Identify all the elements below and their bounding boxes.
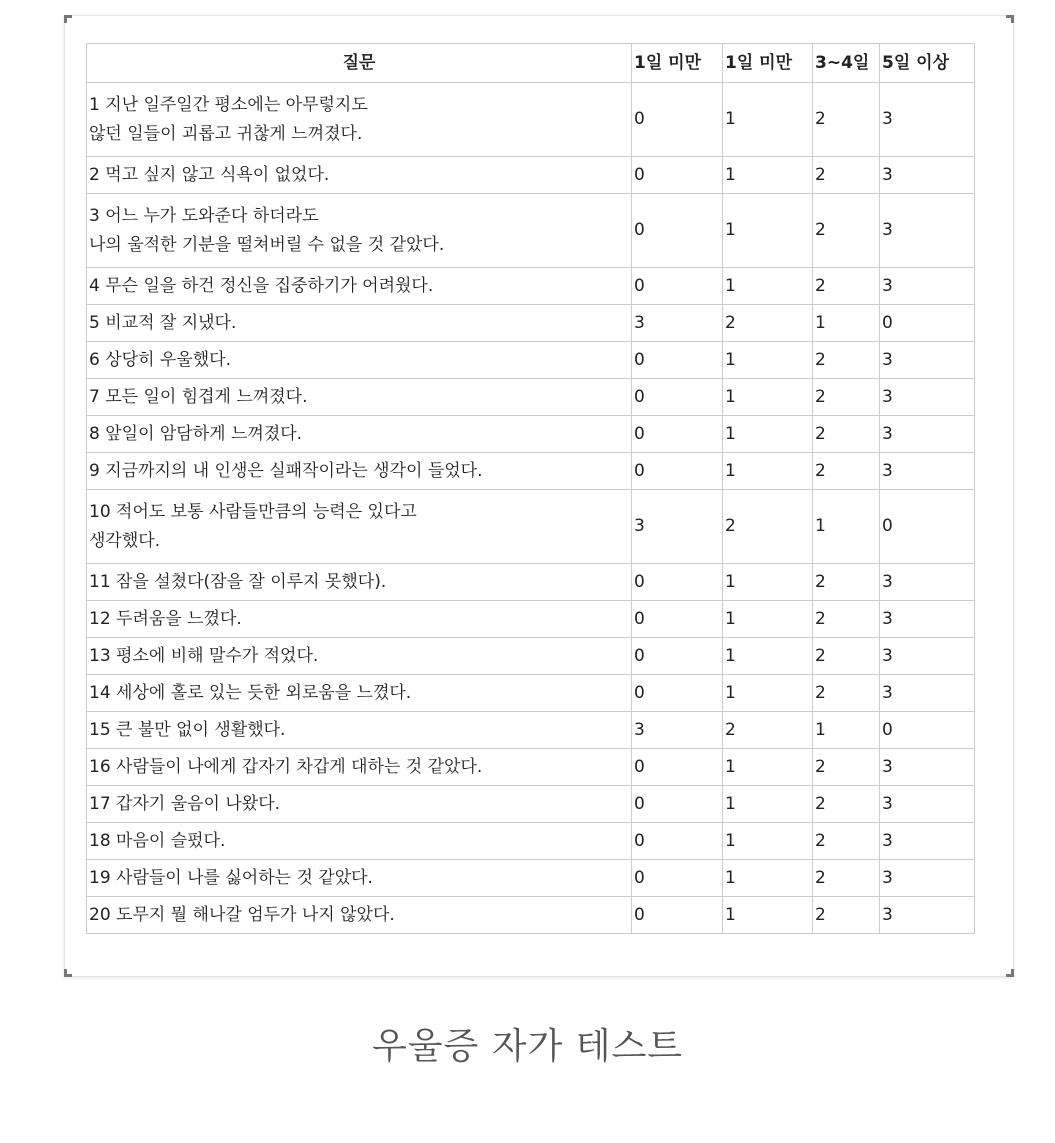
header-under-1-day: 1일 미만 (632, 44, 723, 83)
question-cell (87, 305, 632, 342)
score-cell: 3 (632, 712, 723, 749)
table-header-row (87, 44, 975, 83)
question-text: 5 비교적 잘 지냈다. (89, 312, 237, 333)
question-text: 19 사람들이 나를 싫어하는 것 같았다. (89, 867, 373, 888)
question-text: 10 적어도 보통 사람들만큼의 능력은 있다고 (89, 501, 417, 522)
table-row (87, 157, 975, 194)
score-cell: 2 (813, 638, 880, 675)
question-cell (87, 453, 632, 490)
question-text: 16 사람들이 나에게 갑자기 차갑게 대하는 것 같았다. (89, 756, 483, 777)
score-cell: 3 (880, 897, 975, 934)
header-under-1-day-second: 1일 미만 (723, 44, 813, 83)
score-cell: 0 (880, 712, 975, 749)
question-cell (87, 860, 632, 897)
score-cell: 3 (880, 342, 975, 379)
question-text: 12 두려움을 느꼈다. (89, 608, 242, 629)
question-cell (87, 564, 632, 601)
score-cell: 0 (632, 860, 723, 897)
table-row (87, 638, 975, 675)
question-text: 14 세상에 홀로 있는 듯한 외로움을 느꼈다. (89, 682, 412, 703)
score-cell: 1 (723, 194, 813, 268)
question-text: 13 평소에 비해 말수가 적었다. (89, 645, 319, 666)
score-cell: 2 (813, 453, 880, 490)
score-cell: 3 (880, 786, 975, 823)
table-row (87, 786, 975, 823)
header-5-plus-days: 5일 이상 (880, 44, 975, 83)
score-cell: 2 (813, 601, 880, 638)
score-cell: 1 (723, 638, 813, 675)
score-cell: 2 (813, 860, 880, 897)
table-body (87, 83, 975, 934)
question-cell (87, 83, 632, 157)
score-cell: 0 (632, 83, 723, 157)
table-row (87, 342, 975, 379)
score-cell: 1 (723, 860, 813, 897)
score-cell: 2 (723, 305, 813, 342)
question-text: 20 도무지 뭘 해나갈 엄두가 나지 않았다. (89, 904, 395, 925)
table-row (87, 490, 975, 564)
score-cell: 1 (723, 83, 813, 157)
score-cell: 3 (880, 749, 975, 786)
question-text: 17 갑자기 울음이 나왔다. (89, 793, 281, 814)
table-row (87, 83, 975, 157)
depression-survey-table (86, 43, 975, 934)
question-cell (87, 749, 632, 786)
table-row (87, 194, 975, 268)
score-cell: 1 (723, 157, 813, 194)
score-cell: 2 (813, 786, 880, 823)
question-text: 6 상당히 우울했다. (89, 349, 231, 370)
frame-corner (64, 969, 72, 977)
score-cell: 3 (880, 83, 975, 157)
score-cell: 2 (813, 83, 880, 157)
question-text: 8 앞일이 암담하게 느껴졌다. (89, 423, 303, 444)
score-cell: 0 (632, 786, 723, 823)
question-cell (87, 897, 632, 934)
table-row (87, 416, 975, 453)
score-cell: 0 (632, 675, 723, 712)
score-cell: 0 (632, 823, 723, 860)
header-3-4-days: 3~4일 (813, 44, 880, 83)
score-cell: 3 (632, 305, 723, 342)
score-cell: 0 (880, 490, 975, 564)
question-text: 11 잠을 설쳤다(잠을 잘 이루지 못했다). (89, 571, 387, 592)
score-cell: 3 (880, 638, 975, 675)
score-cell: 3 (880, 675, 975, 712)
score-cell: 0 (632, 194, 723, 268)
score-cell: 1 (723, 379, 813, 416)
table-row (87, 379, 975, 416)
table-row (87, 897, 975, 934)
score-cell: 0 (632, 268, 723, 305)
score-cell: 2 (813, 564, 880, 601)
score-cell: 3 (880, 860, 975, 897)
score-cell: 0 (632, 379, 723, 416)
score-cell: 2 (813, 379, 880, 416)
question-cell (87, 823, 632, 860)
score-cell: 0 (632, 749, 723, 786)
question-text: 3 어느 누가 도와준다 하더라도 (89, 205, 319, 226)
question-text: 나의 울적한 기분을 떨쳐버릴 수 없을 것 같았다. (89, 234, 445, 255)
question-cell (87, 490, 632, 564)
score-cell: 1 (723, 749, 813, 786)
score-cell: 2 (813, 268, 880, 305)
score-cell: 3 (880, 194, 975, 268)
score-cell: 2 (813, 897, 880, 934)
score-cell: 2 (813, 157, 880, 194)
frame-corner (1006, 15, 1014, 23)
score-cell: 1 (723, 601, 813, 638)
score-cell: 2 (813, 749, 880, 786)
score-cell: 3 (880, 157, 975, 194)
question-text: 15 큰 불만 없이 생활했다. (89, 719, 286, 740)
question-text: 18 마음이 슬펐다. (89, 830, 226, 851)
score-cell: 1 (813, 490, 880, 564)
score-cell: 0 (632, 157, 723, 194)
score-cell: 0 (880, 305, 975, 342)
question-text: 생각했다. (89, 530, 161, 551)
score-cell: 3 (880, 823, 975, 860)
table-row (87, 268, 975, 305)
score-cell: 1 (723, 453, 813, 490)
question-text: 4 무슨 일을 하건 정신을 집중하기가 어려웠다. (89, 275, 434, 296)
question-cell (87, 157, 632, 194)
score-cell: 3 (880, 416, 975, 453)
score-cell: 2 (813, 342, 880, 379)
score-cell: 1 (723, 268, 813, 305)
question-cell (87, 638, 632, 675)
question-cell (87, 712, 632, 749)
score-cell: 0 (632, 416, 723, 453)
score-cell: 1 (723, 823, 813, 860)
score-cell: 1 (813, 305, 880, 342)
header-question: 질문 (87, 44, 632, 83)
question-text: 7 모든 일이 힘겹게 느껴졌다. (89, 386, 308, 407)
score-cell: 1 (813, 712, 880, 749)
table-row (87, 601, 975, 638)
table-row (87, 564, 975, 601)
score-cell: 0 (632, 897, 723, 934)
image-caption: 우울증 자가 테스트 (371, 1026, 684, 1067)
score-cell: 2 (723, 712, 813, 749)
question-text: 않던 일들이 괴롭고 귀찮게 느껴졌다. (89, 123, 363, 144)
table-row (87, 860, 975, 897)
score-cell: 0 (632, 638, 723, 675)
table-row (87, 712, 975, 749)
score-cell: 0 (632, 453, 723, 490)
score-cell: 1 (723, 342, 813, 379)
score-cell: 0 (632, 342, 723, 379)
table-row (87, 305, 975, 342)
score-cell: 2 (813, 675, 880, 712)
score-cell: 3 (880, 564, 975, 601)
question-cell (87, 675, 632, 712)
score-cell: 2 (723, 490, 813, 564)
score-cell: 2 (813, 823, 880, 860)
question-text: 2 먹고 싶지 않고 식욕이 없었다. (89, 164, 330, 185)
question-cell (87, 194, 632, 268)
score-cell: 0 (632, 564, 723, 601)
question-cell (87, 379, 632, 416)
score-cell: 1 (723, 786, 813, 823)
question-cell (87, 601, 632, 638)
score-cell: 3 (880, 379, 975, 416)
table-row (87, 453, 975, 490)
question-cell (87, 416, 632, 453)
score-cell: 3 (880, 453, 975, 490)
question-text: 9 지금까지의 내 인생은 실패작이라는 생각이 들었다. (89, 460, 483, 481)
frame-corner (1006, 969, 1014, 977)
score-cell: 3 (632, 490, 723, 564)
score-cell: 3 (880, 268, 975, 305)
question-cell (87, 786, 632, 823)
table-row (87, 749, 975, 786)
score-cell: 0 (632, 601, 723, 638)
score-cell: 2 (813, 416, 880, 453)
score-cell: 1 (723, 564, 813, 601)
question-cell (87, 342, 632, 379)
table-row (87, 675, 975, 712)
score-cell: 2 (813, 194, 880, 268)
survey-image-frame (64, 15, 1014, 977)
frame-corner (64, 15, 72, 23)
score-cell: 1 (723, 897, 813, 934)
score-cell: 3 (880, 601, 975, 638)
question-text: 1 지난 일주일간 평소에는 아무렇지도 (89, 94, 368, 115)
question-cell (87, 268, 632, 305)
score-cell: 1 (723, 416, 813, 453)
score-cell: 1 (723, 675, 813, 712)
table-row (87, 823, 975, 860)
